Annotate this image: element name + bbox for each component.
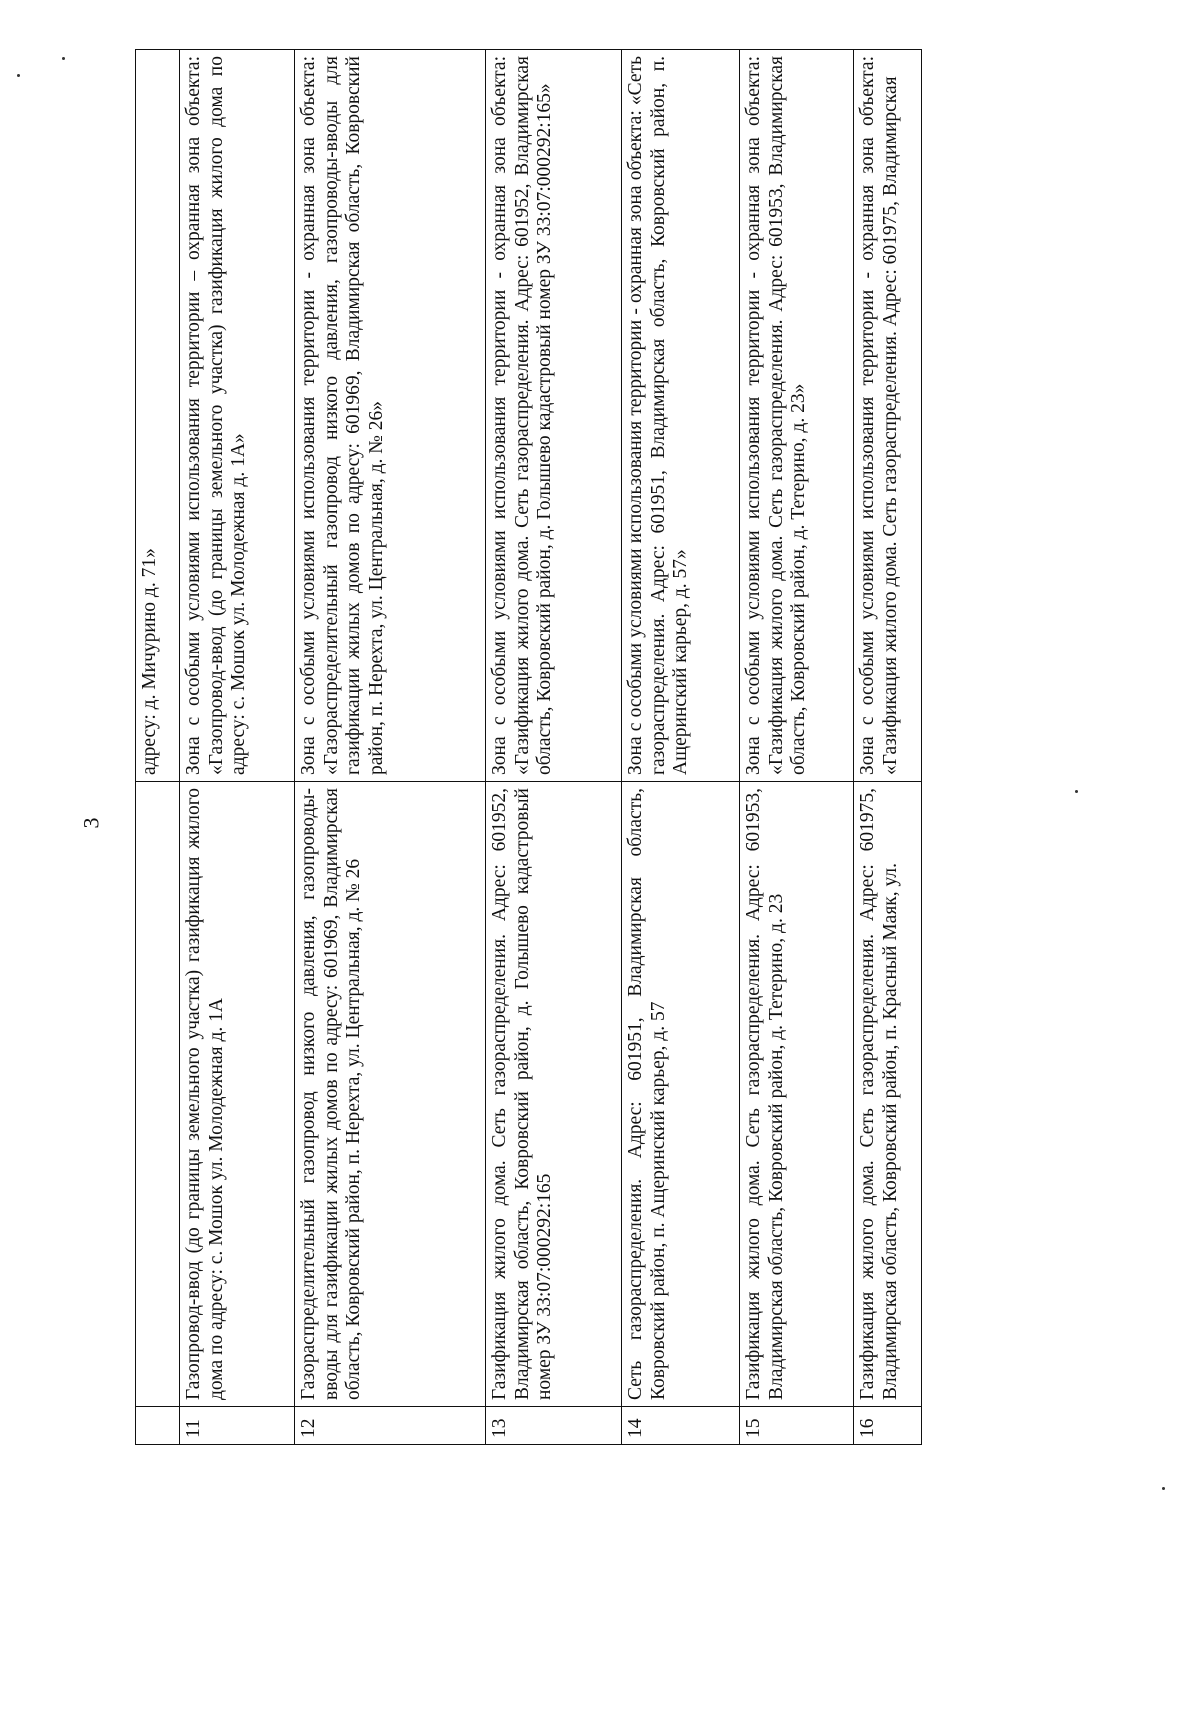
table-row (486, 50, 622, 1445)
table-row (295, 50, 486, 1445)
row-number: 14 (622, 1407, 740, 1445)
zone-description-cell: Зона с особыми условиями использования территории – охранная зона объекта: «Газопровод-ввод (до границы земельного участка) газификация жилого дома по адресу: с. Мошок ул. Молодежная д. 1А» (180, 50, 295, 782)
table-row (136, 50, 180, 1445)
object-name-cell: Газификация жилого дома. Сеть газораспределения. Адрес: 601975, Владимирская область, Ковровский район, п. Красный Маяк, ул. (854, 782, 922, 1407)
object-name-cell: Сеть газораспределения. Адрес: 601951, Владимирская область, Ковровский район, п. Ащеринский карьер, д. 57 (622, 782, 740, 1407)
object-name-cell: Газификация жилого дома. Сеть газораспределения. Адрес: 601953, Владимирская область, Ковровский район, д. Тетерино, д. 23 (740, 782, 854, 1407)
scan-speck (17, 74, 20, 77)
scan-speck (1162, 1487, 1165, 1490)
zone-description-cell: Зона с особыми условиями использования территории - охранная зона объекта: «Газификация жилого дома. Сеть газораспределения. Адрес: 601952, Владимирская область, Ковровский район, д. Голышево кадастровый номер ЗУ 33:07:000292:165» (486, 50, 622, 782)
row-number: 15 (740, 1407, 854, 1445)
object-name-cell (136, 782, 180, 1407)
table-row (740, 50, 854, 1445)
table-row (180, 50, 295, 1445)
zone-description-cell: адресу: д. Мичурино д. 71» (136, 50, 180, 782)
zone-description-cell: Зона с особыми условиями использования территории - охранная зона объекта: «Сеть газораспределения. Адрес: 601951, Владимирская область, Ковровский район, п. Ащеринский карьер, д. 57» (622, 50, 740, 782)
row-number: 13 (486, 1407, 622, 1445)
scan-speck (1075, 790, 1078, 793)
table-row (622, 50, 740, 1445)
row-number: 12 (295, 1407, 486, 1445)
zone-description-cell: Зона с особыми условиями использования территории - охранная зона объекта: «Газораспределительный газопровод низкого давления, газопроводы-вводы для газификации жилых домов по адресу: 601969, Владимирская область, Ковровский район, п. Нерехта, ул. Центральная, д. № 26» (295, 50, 486, 782)
table-row (854, 50, 922, 1445)
gas-zones-table (135, 49, 922, 1445)
row-number: 11 (180, 1407, 295, 1445)
page-number: 3 (78, 817, 104, 829)
zone-description-cell: Зона с особыми условиями использования территории - охранная зона объекта: «Газификация жилого дома. Сеть газораспределения. Адрес: 601975, Владимирская (854, 50, 922, 782)
rotated-table-container (135, 50, 1045, 1445)
scan-speck (62, 57, 65, 60)
object-name-cell: Газопровод-ввод (до границы земельного участка) газификация жилого дома по адресу: с. Мошок ул. Молодежная д. 1А (180, 782, 295, 1407)
object-name-cell: Газификация жилого дома. Сеть газораспределения. Адрес: 601952, Владимирская область, Ковровский район, д. Голышево кадастровый номер ЗУ 33:07:000292:165 (486, 782, 622, 1407)
row-number (136, 1407, 180, 1445)
object-name-cell: Газораспределительный газопровод низкого давления, газопроводы-вводы для газификации жилых домов по адресу: 601969, Владимирская область, Ковровский район, п. Нерехта, ул. Центральная, д. № 26 (295, 782, 486, 1407)
zone-description-cell: Зона с особыми условиями использования территории - охранная зона объекта: «Газификация жилого дома. Сеть газораспределения. Адрес: 601953, Владимирская область, Ковровский район, д. Тетерино, д. 23» (740, 50, 854, 782)
row-number: 16 (854, 1407, 922, 1445)
